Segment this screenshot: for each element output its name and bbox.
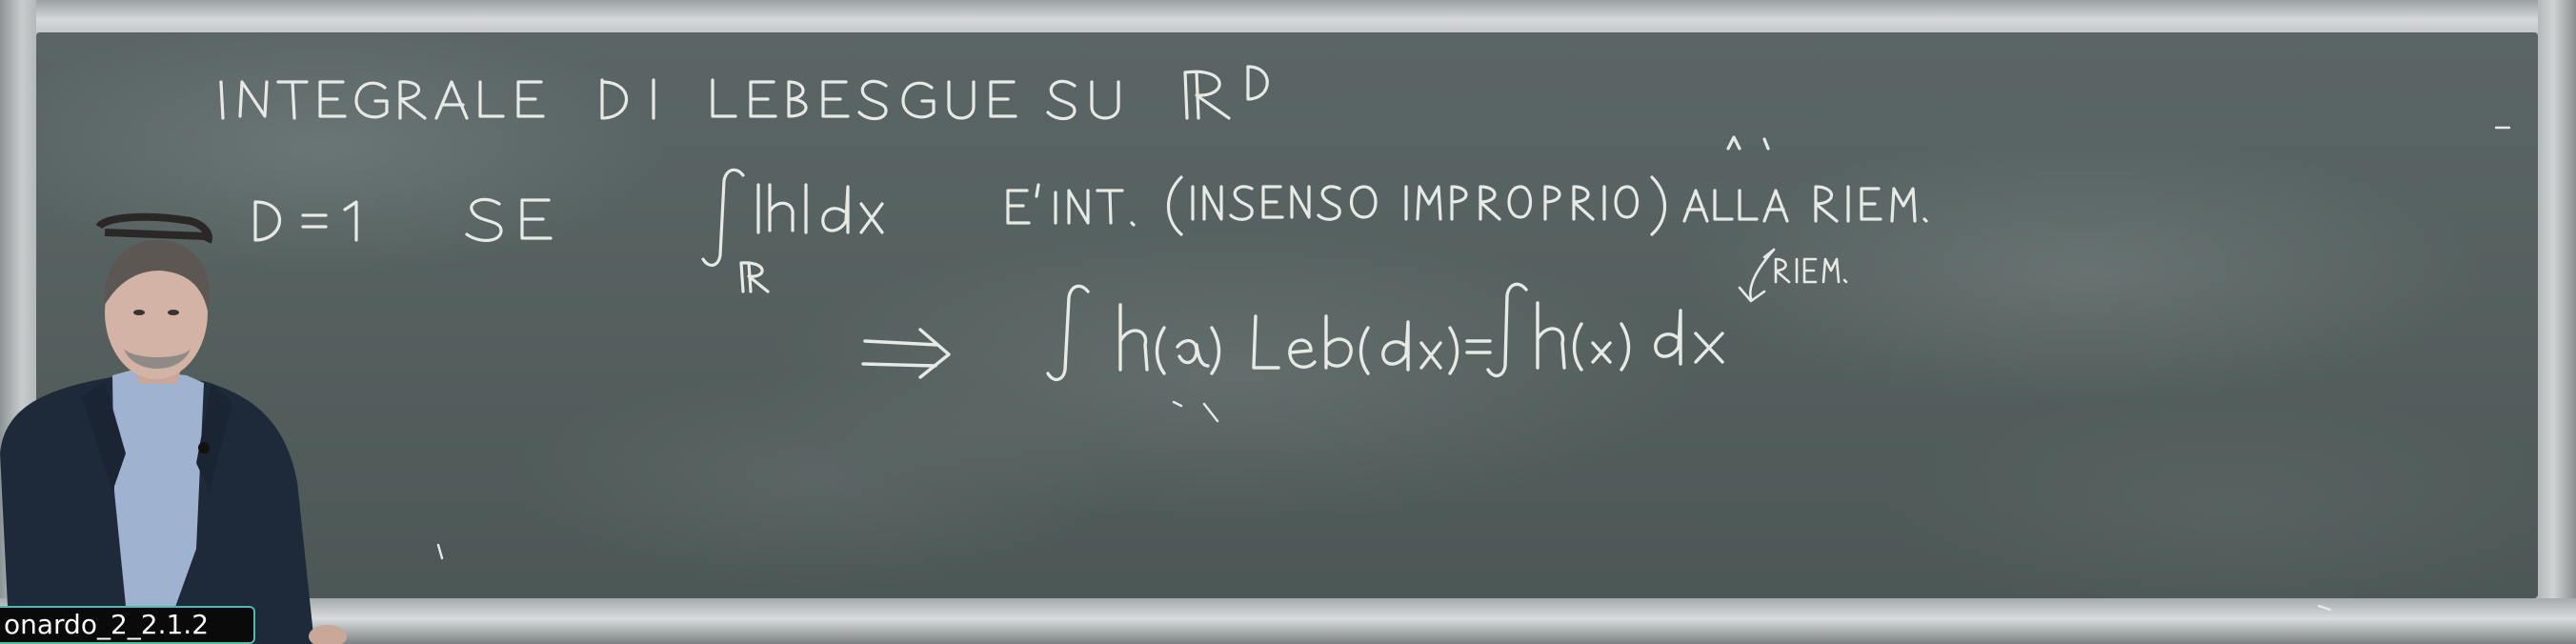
glasses-icon	[99, 217, 209, 242]
chalk-riem-annotation	[1740, 250, 1846, 301]
microphone-icon	[198, 442, 210, 453]
chalk-marks	[438, 128, 2509, 610]
video-caption-label: onardo_2_2.1.2	[0, 606, 255, 644]
chalk-line1	[255, 137, 1926, 292]
chalk-line2	[863, 284, 1722, 379]
chalk-title	[221, 67, 1267, 119]
lecturer-figure	[0, 206, 362, 644]
